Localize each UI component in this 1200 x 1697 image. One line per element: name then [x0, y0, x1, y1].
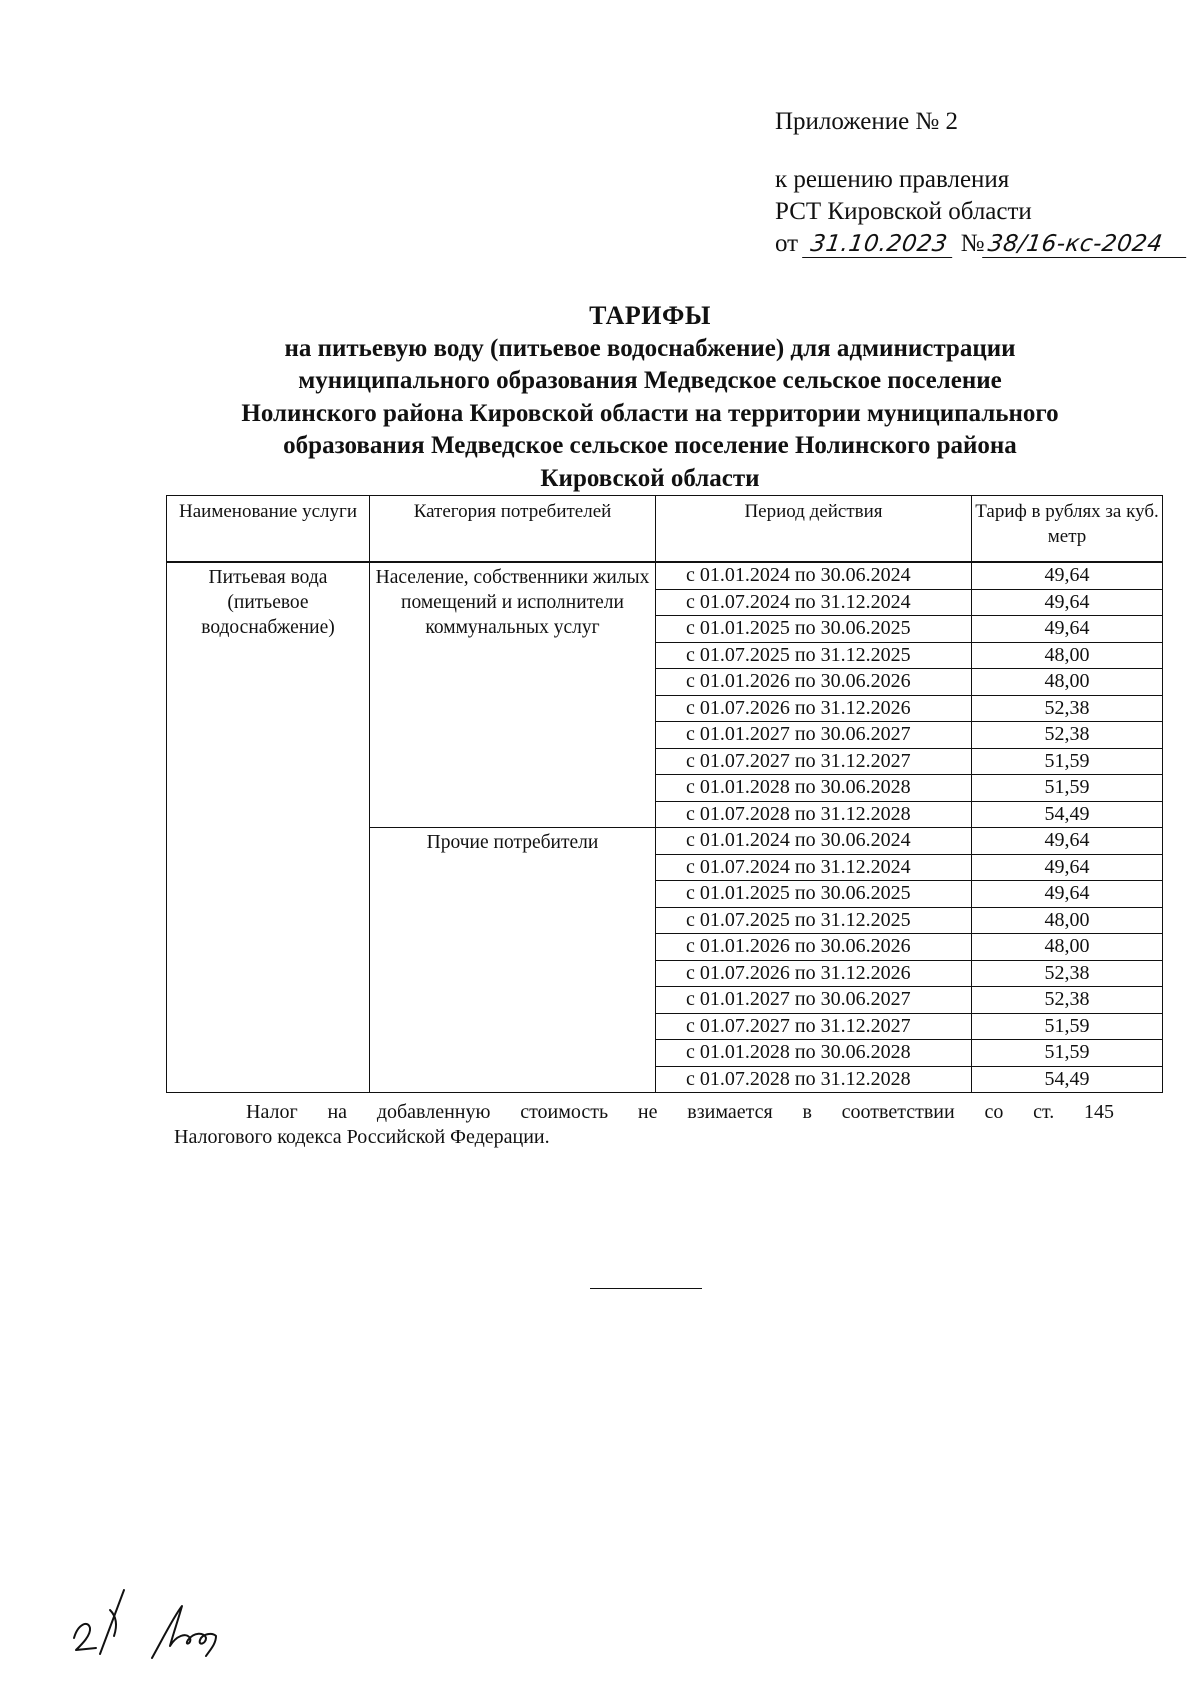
appendix-title: Приложение № 2 [775, 108, 959, 135]
period-cell: с 01.01.2027 по 30.06.2027 [656, 987, 972, 1014]
table-header-row [167, 496, 1163, 563]
tariff-value-cell: 54,49 [972, 801, 1163, 828]
tariff-value-cell: 48,00 [972, 907, 1163, 934]
document-heading [150, 300, 1150, 495]
service-name-cell: Питьевая вода (питьевое водоснабжение) [167, 562, 370, 1093]
tariff-value-cell: 48,00 [972, 669, 1163, 696]
period-cell: с 01.01.2025 по 30.06.2025 [656, 881, 972, 908]
number-label: № [960, 230, 985, 257]
period-cell: с 01.07.2024 по 31.12.2024 [656, 854, 972, 881]
tariff-value-cell: 49,64 [972, 828, 1163, 855]
decision-number: 38/16-кс-2024 [983, 231, 1191, 258]
header-category: Категория потребителей [370, 496, 656, 563]
tariff-value-cell: 52,38 [972, 722, 1163, 749]
document-title: ТАРИФЫ [589, 301, 711, 330]
appendix-block [775, 106, 1188, 260]
period-cell: с 01.01.2028 по 30.06.2028 [656, 1040, 972, 1067]
tariff-value-cell: 51,59 [972, 775, 1163, 802]
tariff-value-cell: 49,64 [972, 589, 1163, 616]
from-label: от [775, 230, 799, 257]
tariff-value-cell: 51,59 [972, 1040, 1163, 1067]
tax-note [174, 1100, 1114, 1150]
category-cell: Население, собственники жилых помещений и исполнители коммунальных услуг [370, 562, 656, 828]
heading-line-5: Кировской области [540, 464, 760, 492]
period-cell: с 01.01.2024 по 30.06.2024 [656, 828, 972, 855]
heading-line-4: образования Медведское сельское поселение Нолинского района [283, 432, 1017, 459]
header-tariff: Тариф в рублях за куб. метр [972, 496, 1163, 563]
heading-line-1: на питьевую воду (питьевое водоснабжение) для администрации [284, 334, 1016, 362]
period-cell: с 01.07.2026 по 31.12.2026 [656, 960, 972, 987]
period-cell: с 01.07.2027 по 31.12.2027 [656, 1013, 972, 1040]
tariff-value-cell: 52,38 [972, 987, 1163, 1014]
handwritten-signature [66, 1580, 276, 1660]
period-cell: с 01.07.2026 по 31.12.2026 [656, 695, 972, 722]
period-cell: с 01.01.2026 по 30.06.2026 [656, 669, 972, 696]
period-cell: с 01.01.2024 по 30.06.2024 [656, 562, 972, 589]
period-cell: с 01.07.2025 по 31.12.2025 [656, 907, 972, 934]
tariff-value-cell: 52,38 [972, 695, 1163, 722]
period-cell: с 01.01.2027 по 30.06.2027 [656, 722, 972, 749]
header-service: Наименование услуги [167, 496, 370, 563]
appendix-line-1: к решению правления [775, 166, 1010, 193]
tax-note-line-1: Налог на добавленную стоимость не взимается в соответствии со ст. 145 [246, 1101, 1114, 1123]
tariff-value-cell: 51,59 [972, 1013, 1163, 1040]
table-body [167, 562, 1163, 1093]
period-cell: с 01.07.2024 по 31.12.2024 [656, 589, 972, 616]
period-cell: с 01.01.2025 по 30.06.2025 [656, 616, 972, 643]
period-cell: с 01.01.2026 по 30.06.2026 [656, 934, 972, 961]
period-cell: с 01.07.2025 по 31.12.2025 [656, 642, 972, 669]
period-cell: с 01.01.2028 по 30.06.2028 [656, 775, 972, 802]
tariff-value-cell: 52,38 [972, 960, 1163, 987]
table-row [167, 562, 1163, 589]
end-separator [590, 1288, 702, 1289]
category-cell: Прочие потребители [370, 828, 656, 1093]
period-cell: с 01.07.2028 по 31.12.2028 [656, 801, 972, 828]
tariff-value-cell: 51,59 [972, 748, 1163, 775]
appendix-date-line [775, 228, 1188, 260]
period-cell: с 01.07.2027 по 31.12.2027 [656, 748, 972, 775]
tariff-value-cell: 54,49 [972, 1066, 1163, 1093]
tariff-value-cell: 49,64 [972, 854, 1163, 881]
tariff-value-cell: 48,00 [972, 642, 1163, 669]
tariff-table [166, 495, 1163, 1093]
tax-note-line-2: Налогового кодекса Российской Федерации. [174, 1126, 550, 1148]
appendix-line-2: РСТ Кировской области [775, 198, 1032, 225]
tariff-value-cell: 48,00 [972, 934, 1163, 961]
heading-line-3: Нолинского района Кировской области на территории муниципального [241, 399, 1059, 427]
period-cell: с 01.07.2028 по 31.12.2028 [656, 1066, 972, 1093]
heading-line-2: муниципального образования Медведское сельское поселение [298, 367, 1002, 394]
tariff-value-cell: 49,64 [972, 881, 1163, 908]
tariff-value-cell: 49,64 [972, 616, 1163, 643]
header-period: Период действия [656, 496, 972, 563]
tariff-value-cell: 49,64 [972, 562, 1163, 589]
decision-date: 31.10.2023 [802, 231, 956, 258]
